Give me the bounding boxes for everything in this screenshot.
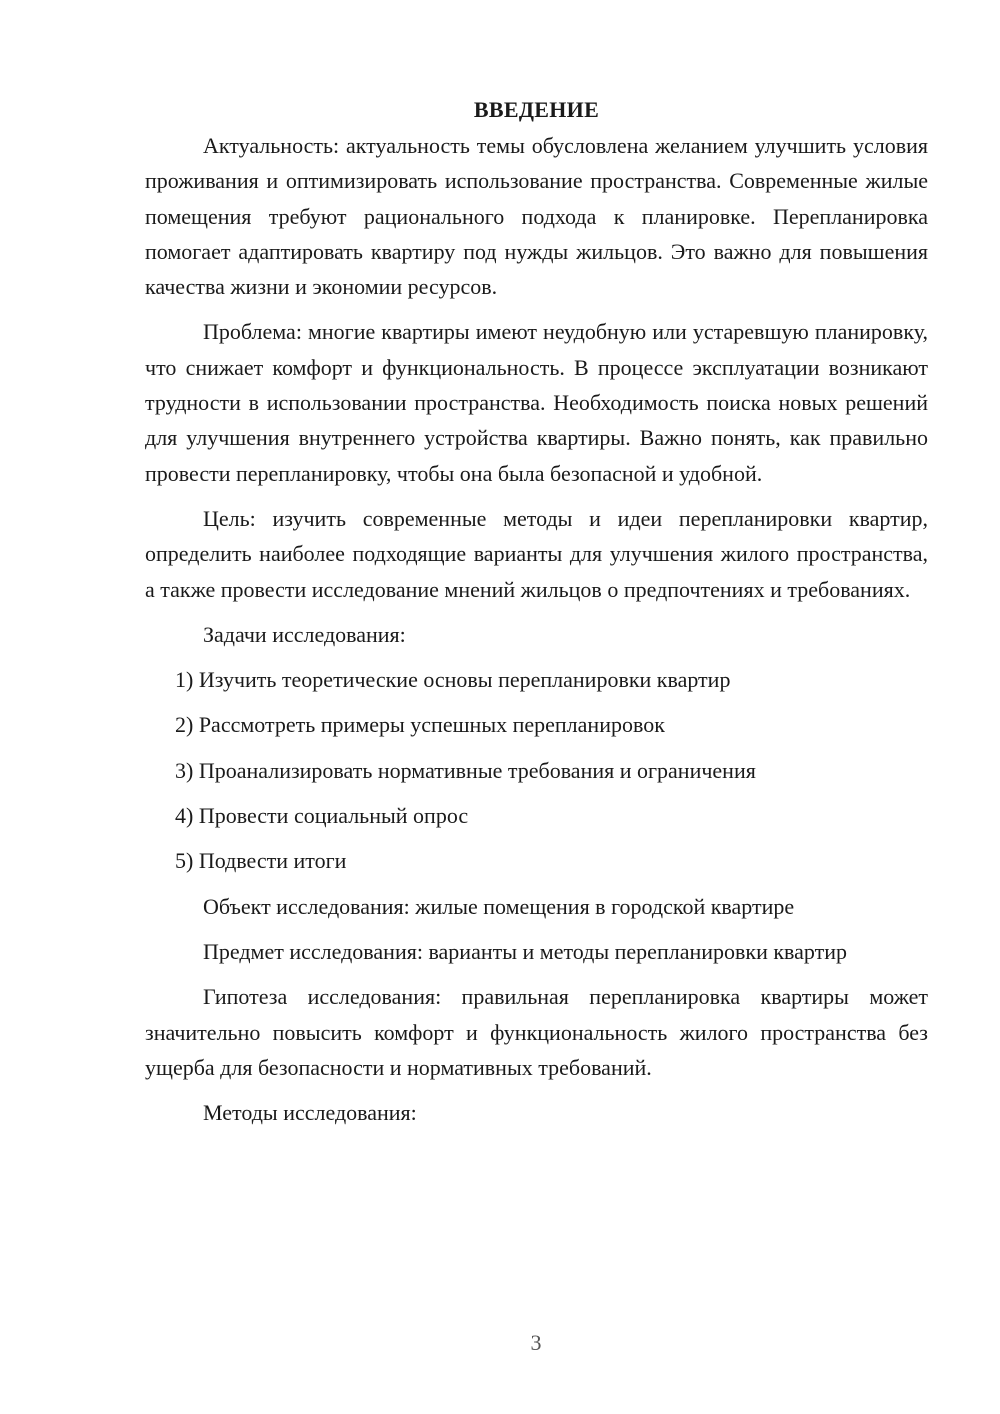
page-number: 3 xyxy=(530,1330,542,1355)
relevance-paragraph: Актуальность: актуальность темы обусловлена желанием улучшить условия проживания и оптимизировать использование пространства. Современные жилые помещения требуют рационального подхода к планировке. Перепланировка помогает адаптировать квартиру под нужды жильцов. Это важно для повышения качества жизни и экономии ресурсов. xyxy=(145,133,928,300)
methods-title: Методы исследования: xyxy=(203,1100,417,1126)
list-item: 5) Подвести итоги xyxy=(175,848,347,874)
problem-paragraph: Проблема: многие квартиры имеют неудобную или устаревшую планировку, что снижает комфорт и функциональность. В процессе эксплуатации возникают трудности в использовании пространства. Необходимость поиска новых решений для улучшения внутреннего устройства квартиры. Важно понять, как правильно провести перепланировку, чтобы она была безопасной и удобной. xyxy=(145,319,928,486)
section-heading: ВВЕДЕНИЕ xyxy=(473,97,600,122)
goal-paragraph: Цель: изучить современные методы и идеи перепланировки квартир, определить наиболее подходящие варианты для улучшения жилого пространства, а также провести исследование мнений жильцов о предпочтениях и требованиях. xyxy=(145,505,928,602)
list-item: 1) Изучить теоретические основы перепланировки квартир xyxy=(175,667,731,693)
tasks-list xyxy=(145,662,928,878)
subject-paragraph: Предмет исследования: варианты и методы перепланировки квартир xyxy=(203,938,848,964)
hypothesis-paragraph: Гипотеза исследования: правильная перепланировка квартиры может значительно повысить комфорт и функциональность жилого пространства без ущерба для безопасности и нормативных требований. xyxy=(145,984,928,1080)
tasks-title: Задачи исследования: xyxy=(203,621,406,647)
object-paragraph: Объект исследования: жилые помещения в городской квартире xyxy=(203,893,795,919)
list-item: 4) Провести социальный опрос xyxy=(175,803,469,829)
list-item: 3) Проанализировать нормативные требования и ограничения xyxy=(175,757,756,783)
document-page xyxy=(145,92,928,1140)
list-item: 2) Рассмотреть примеры успешных перепланировок xyxy=(175,712,665,738)
